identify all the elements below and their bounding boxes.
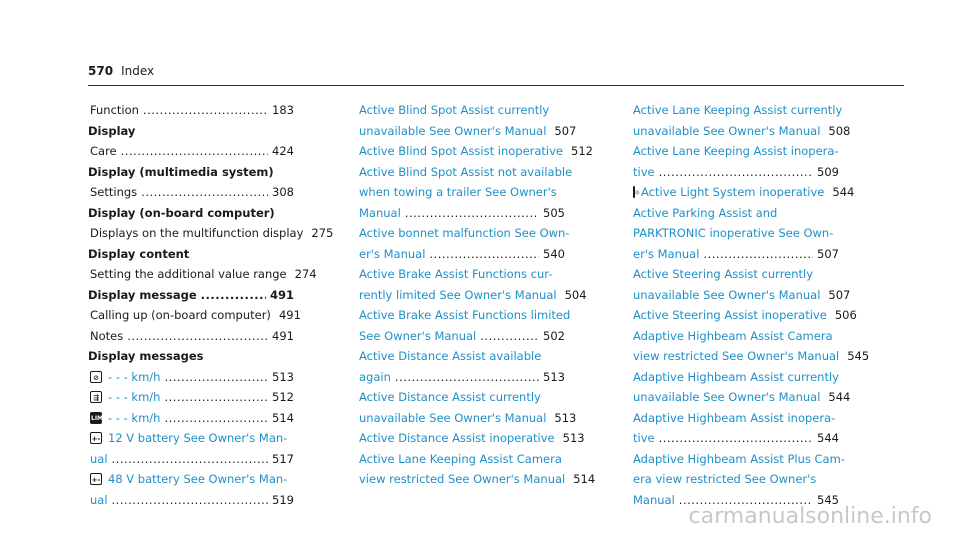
entry-text: unavailable See Owner's Manual (633, 123, 821, 138)
entry-text: Manual (633, 492, 675, 507)
dot-leader (659, 428, 813, 449)
page-reference: 508 (828, 123, 851, 138)
entry-text: Notes (90, 328, 124, 343)
index-entry (88, 346, 294, 367)
entry-text: Manual (359, 205, 401, 220)
index-entry[interactable] (359, 408, 577, 429)
index-entry[interactable] (359, 285, 587, 306)
index-entry[interactable] (359, 326, 565, 347)
index-entry[interactable] (88, 387, 294, 408)
entry-text: Active Lane Keeping Assist Camera (359, 451, 562, 466)
watermark: carmanualsonline.info (688, 504, 932, 529)
entry-text: when towing a trailer See Owner's (359, 185, 557, 199)
page-reference: 513 (562, 431, 585, 445)
index-entry (88, 223, 334, 244)
entry-text: Function (90, 103, 139, 117)
index-entry (88, 326, 294, 347)
index-entry[interactable] (359, 469, 596, 490)
page-reference: 504 (564, 287, 587, 302)
index-entry (88, 305, 301, 326)
index-entry (88, 203, 294, 224)
entry-text: - - - km/h (108, 390, 161, 404)
page-reference: 308 (272, 185, 294, 199)
index-column-1 (88, 100, 334, 510)
dot-leader (659, 162, 813, 183)
dot-leader (164, 387, 268, 408)
index-entry (88, 285, 294, 306)
page-reference: 502 (543, 328, 565, 343)
entry-text: Active Blind Spot Assist currently (359, 103, 550, 117)
index-entry[interactable] (633, 100, 843, 121)
entry-text: See Owner's Manual (359, 328, 477, 343)
index-entry (88, 244, 294, 265)
index-entry[interactable] (633, 469, 839, 490)
index-entry[interactable] (633, 408, 839, 429)
index-entry[interactable] (633, 244, 839, 265)
entry-text: 48 V battery See Owner's Man- (108, 472, 288, 486)
page-reference: 491 (272, 328, 294, 343)
page-reference: 275 (311, 226, 334, 240)
entry-text: PARKTRONIC inoperative See Own- (633, 226, 834, 240)
page-reference: 540 (543, 246, 565, 261)
page-reference: 507 (828, 287, 851, 302)
index-entry[interactable] (633, 162, 839, 183)
index-entry[interactable] (359, 387, 565, 408)
entry-text: view restricted See Owner's Manual (359, 472, 566, 486)
lim-icon: LIM (90, 412, 102, 424)
battery-icon: +- (90, 473, 102, 485)
entry-text: rently limited See Owner's Manual (359, 287, 557, 302)
section-title: Index (121, 64, 155, 78)
index-entry[interactable] (359, 162, 573, 183)
entry-text: Active Brake Assist Functions limited (359, 308, 571, 322)
entry-text: Active Distance Assist inoperative (359, 431, 555, 445)
entry-text: unavailable See Owner's Manual (359, 410, 547, 425)
index-entry (88, 121, 294, 142)
page-reference: 507 (554, 123, 577, 138)
entry-text: Adaptive Highbeam Assist Camera (633, 328, 833, 343)
index-entry[interactable] (359, 428, 585, 449)
index-entry[interactable] (633, 387, 851, 408)
entry-text: unavailable See Owner's Manual (633, 287, 821, 302)
battery-icon: +- (90, 432, 102, 444)
index-entry[interactable] (359, 182, 565, 203)
entry-text: Adaptive Highbeam Assist currently (633, 369, 839, 384)
entry-text: Active Parking Assist and (633, 205, 778, 220)
entry-text: 12 V battery See Owner's Man- (108, 431, 288, 445)
index-entry[interactable] (88, 449, 294, 470)
dot-leader (395, 367, 539, 388)
index-entry[interactable] (633, 223, 839, 244)
index-entry[interactable] (88, 490, 294, 511)
page-reference: 509 (817, 164, 839, 179)
page-reference: 513 (543, 369, 565, 384)
index-entry[interactable] (359, 223, 570, 244)
page-reference: 544 (832, 185, 855, 199)
index-entry[interactable] (88, 367, 294, 388)
index-entry[interactable] (633, 264, 839, 285)
index-entry[interactable] (633, 428, 839, 449)
index-entry[interactable] (633, 326, 839, 347)
entry-text: Active Brake Assist Functions cur- (359, 267, 553, 281)
entry-text: tive (633, 431, 655, 445)
entry-text: Display message (88, 287, 197, 302)
index-entry[interactable] (633, 285, 851, 306)
index-entry[interactable] (359, 244, 565, 265)
index-entry[interactable] (359, 264, 565, 285)
page-reference: 514 (272, 410, 294, 425)
index-column-3 (633, 100, 870, 510)
dot-leader (143, 100, 268, 121)
page-reference: 424 (272, 144, 294, 158)
index-entry[interactable] (359, 346, 565, 367)
page-reference: 514 (573, 472, 596, 486)
index-entry (88, 182, 294, 203)
entry-text: Active bonnet malfunction See Own- (359, 226, 570, 240)
index-entry (88, 100, 294, 121)
index-entry[interactable] (88, 469, 294, 490)
index-entry[interactable] (633, 346, 870, 367)
entry-text: Adaptive Highbeam Assist inopera- (633, 410, 836, 425)
dot-leader (112, 490, 269, 511)
index-entry[interactable] (359, 449, 565, 470)
entry-text: Active Steering Assist inoperative (633, 308, 827, 322)
page-reference: 183 (272, 103, 294, 117)
entry-text: Active Lane Keeping Assist inopera- (633, 144, 839, 158)
index-entry[interactable] (633, 182, 855, 203)
header-divider (88, 85, 904, 86)
entry-text: Active Steering Assist currently (633, 267, 814, 281)
page-reference: 274 (294, 267, 317, 281)
entry-text: Displays on the multifunction display (90, 226, 304, 240)
page-number: 570 (88, 64, 114, 78)
dot-leader (429, 244, 539, 265)
page-reference: 491 (278, 308, 301, 322)
page-reference: 512 (571, 144, 593, 158)
index-entry[interactable] (633, 305, 857, 326)
entry-text: ual (90, 451, 108, 466)
dot-leader (121, 141, 268, 162)
speed-limit-icon: ⊘ (90, 371, 102, 383)
entry-text: er's Manual (359, 246, 426, 261)
dot-leader (480, 326, 539, 347)
entry-text: Active Distance Assist currently (359, 390, 541, 404)
entry-text: - - - km/h (108, 369, 161, 384)
entry-text: Active Lane Keeping Assist currently (633, 103, 843, 117)
dot-leader (164, 367, 268, 388)
page-reference: 544 (828, 390, 851, 404)
entry-text: - - - km/h (108, 410, 161, 425)
entry-text: er's Manual (633, 246, 700, 261)
entry-text: view restricted See Owner's Manual (633, 349, 840, 363)
entry-text: again (359, 369, 391, 384)
dot-leader (703, 244, 813, 265)
page-reference: 507 (817, 246, 839, 261)
page-reference: 519 (272, 492, 294, 507)
entry-text: ual (90, 492, 108, 507)
index-entry (88, 162, 294, 183)
page-reference: 544 (817, 431, 839, 445)
page-reference: 513 (272, 369, 294, 384)
entry-text: Display (on-board computer) (88, 205, 275, 220)
page-reference: 512 (272, 390, 294, 404)
page-reference: 517 (272, 451, 294, 466)
index-entry[interactable] (633, 203, 839, 224)
light-system-icon: ☼ (633, 186, 635, 198)
dot-leader (405, 203, 539, 224)
index-entry[interactable] (633, 367, 839, 388)
index-entry (88, 141, 294, 162)
entry-text: unavailable See Owner's Manual (359, 123, 547, 138)
entry-text: Display messages (88, 349, 204, 363)
entry-text: Setting the additional value range (90, 267, 287, 281)
index-entry[interactable] (359, 141, 593, 162)
page-reference: 506 (834, 308, 857, 322)
entry-text: Care (90, 144, 117, 158)
index-column-2 (359, 100, 596, 490)
dot-leader (164, 408, 268, 429)
dot-leader (141, 182, 268, 203)
index-entry[interactable] (88, 408, 294, 429)
entry-text: Active Light System inoperative (641, 185, 825, 199)
entry-text: Adaptive Highbeam Assist Plus Cam- (633, 451, 845, 466)
page-header (88, 64, 154, 84)
index-entry[interactable] (633, 449, 845, 470)
page-reference: 505 (543, 205, 565, 220)
page-reference: 545 (847, 349, 870, 363)
index-entry[interactable] (88, 428, 294, 449)
dot-leader (112, 449, 269, 470)
index-entry[interactable] (359, 203, 565, 224)
dot-leader (201, 285, 266, 306)
entry-text: Active Distance Assist available (359, 349, 542, 363)
entry-text: Display (88, 123, 136, 138)
page-reference: 545 (817, 492, 839, 507)
distronic-icon: ⇶ (90, 391, 102, 403)
dot-leader (127, 326, 268, 347)
entry-text: Display content (88, 246, 190, 261)
entry-text: Calling up (on-board computer) (90, 308, 271, 322)
index-entry[interactable] (633, 121, 851, 142)
entry-text: unavailable See Owner's Manual (633, 390, 821, 404)
index-entry[interactable] (359, 305, 571, 326)
entry-text: Active Blind Spot Assist not available (359, 164, 573, 179)
index-entry[interactable] (633, 141, 839, 162)
index-entry[interactable] (359, 367, 565, 388)
page-reference: 513 (554, 410, 577, 425)
entry-text: Settings (90, 185, 138, 199)
entry-text: era view restricted See Owner's (633, 472, 817, 486)
page-reference: 491 (269, 287, 294, 302)
entry-text: Active Blind Spot Assist inoperative (359, 144, 564, 158)
entry-text: tive (633, 164, 655, 179)
index-entry[interactable] (359, 100, 565, 121)
index-entry[interactable] (359, 121, 577, 142)
entry-text: Display (multimedia system) (88, 164, 274, 179)
index-entry (88, 264, 317, 285)
